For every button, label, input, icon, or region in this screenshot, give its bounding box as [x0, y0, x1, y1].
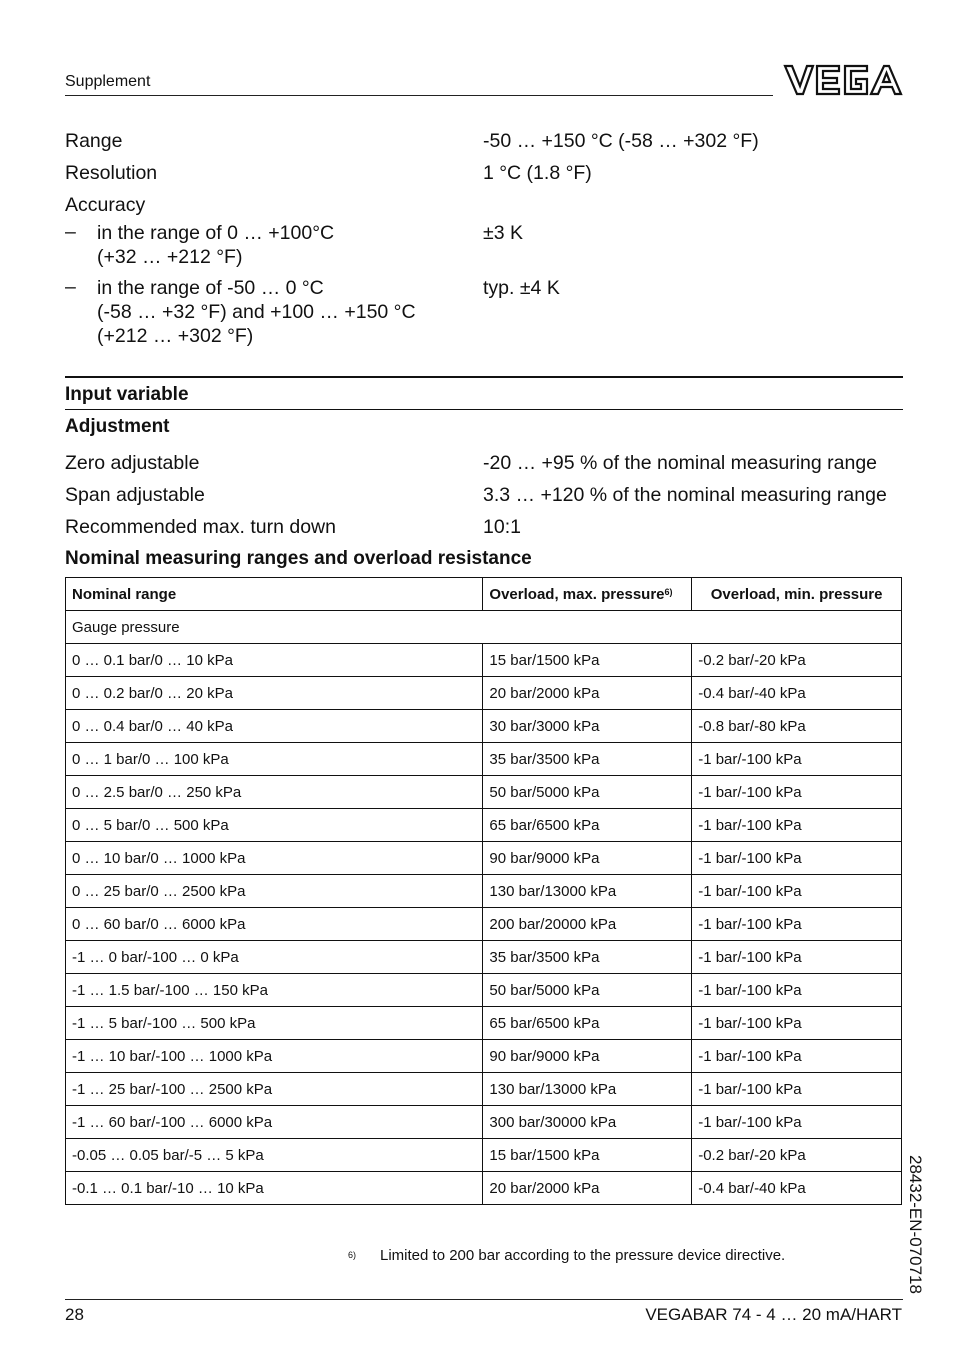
span-value: 3.3 … +120 % of the nominal measuring range	[483, 484, 887, 506]
cell-overload-min: -1 bar/-100 kPa	[692, 1007, 902, 1040]
accuracy-range-2: in the range of -50 … 0 °C (-58 … +32 °F) and +100 … +150 °C (+212 … +302 °F)	[97, 277, 416, 347]
cell-overload-min: -1 bar/-100 kPa	[692, 875, 902, 908]
table-row	[66, 1007, 902, 1040]
cell-overload-max: 65 bar/6500 kPa	[483, 809, 692, 842]
cell-overload-max: 30 bar/3000 kPa	[483, 710, 692, 743]
table-row	[66, 1073, 902, 1106]
table-row	[66, 644, 902, 677]
cell-overload-max: 35 bar/3500 kPa	[483, 743, 692, 776]
resolution-label: Resolution	[65, 162, 158, 184]
table-row	[66, 875, 902, 908]
group-label: Gauge pressure	[66, 611, 902, 644]
vega-logo	[783, 62, 903, 98]
product-name: VEGABAR 74 - 4 … 20 mA/HART	[645, 1305, 902, 1324]
table-row	[66, 842, 902, 875]
adjustment-heading: Adjustment	[65, 416, 170, 437]
cell-nominal-range: 0 … 0.2 bar/0 … 20 kPa	[66, 677, 483, 710]
table-row	[66, 809, 902, 842]
cell-nominal-range: -1 … 10 bar/-100 … 1000 kPa	[66, 1040, 483, 1073]
table-row	[66, 1139, 902, 1172]
table-row	[66, 743, 902, 776]
cell-overload-min: -1 bar/-100 kPa	[692, 809, 902, 842]
cell-overload-min: -1 bar/-100 kPa	[692, 941, 902, 974]
table-row	[66, 677, 902, 710]
table-row	[66, 1040, 902, 1073]
input-variable-heading: Input variable	[65, 384, 189, 405]
cell-overload-min: -1 bar/-100 kPa	[692, 908, 902, 941]
cell-overload-min: -0.4 bar/-40 kPa	[692, 677, 902, 710]
cell-overload-max: 300 bar/30000 kPa	[483, 1106, 692, 1139]
table-row	[66, 1106, 902, 1139]
cell-nominal-range: -1 … 1.5 bar/-100 … 150 kPa	[66, 974, 483, 1007]
turndown-value: 10:1	[483, 516, 521, 538]
page-number: 28	[65, 1305, 84, 1324]
cell-nominal-range: 0 … 0.4 bar/0 … 40 kPa	[66, 710, 483, 743]
accuracy-label: Accuracy	[65, 194, 146, 216]
cell-nominal-range: 0 … 2.5 bar/0 … 250 kPa	[66, 776, 483, 809]
cell-overload-max: 65 bar/6500 kPa	[483, 1007, 692, 1040]
table-row	[66, 776, 902, 809]
table-row	[66, 1172, 902, 1205]
cell-overload-min: -0.2 bar/-20 kPa	[692, 644, 902, 677]
cell-overload-min: -1 bar/-100 kPa	[692, 974, 902, 1007]
cell-overload-min: -0.4 bar/-40 kPa	[692, 1172, 902, 1205]
zero-value: -20 … +95 % of the nominal measuring range	[483, 452, 878, 474]
cell-overload-max: 35 bar/3500 kPa	[483, 941, 692, 974]
section-title: Supplement	[65, 73, 151, 90]
header-nominal-range	[66, 578, 483, 611]
cell-overload-min: -0.2 bar/-20 kPa	[692, 1139, 902, 1172]
bullet-dash: –	[65, 276, 76, 298]
span-label: Span adjustable	[65, 484, 205, 506]
cell-overload-max: 200 bar/20000 kPa	[483, 908, 692, 941]
cell-nominal-range: -1 … 5 bar/-100 … 500 kPa	[66, 1007, 483, 1040]
cell-nominal-range: 0 … 5 bar/0 … 500 kPa	[66, 809, 483, 842]
cell-overload-min: -1 bar/-100 kPa	[692, 1073, 902, 1106]
cell-nominal-range: 0 … 25 bar/0 … 2500 kPa	[66, 875, 483, 908]
cell-nominal-range: 0 … 0.1 bar/0 … 10 kPa	[66, 644, 483, 677]
cell-overload-min: -1 bar/-100 kPa	[692, 1106, 902, 1139]
header-label: Nominal range	[72, 585, 177, 603]
table-heading: Nominal measuring ranges and overload resistance	[65, 548, 532, 569]
cell-overload-min: -1 bar/-100 kPa	[692, 776, 902, 809]
measuring-ranges-table	[65, 577, 902, 1205]
accuracy-value-2: typ. ±4 K	[483, 277, 560, 299]
cell-overload-max: 130 bar/13000 kPa	[483, 1073, 692, 1106]
cell-overload-max: 90 bar/9000 kPa	[483, 1040, 692, 1073]
footnote-mark: 6)	[348, 1250, 357, 1260]
header-label: Overload, max. pressure	[489, 585, 665, 603]
turndown-label: Recommended max. turn down	[65, 516, 336, 538]
header-label: Overload, min. pressure	[710, 585, 883, 603]
header-rule	[65, 95, 773, 96]
cell-overload-max: 20 bar/2000 kPa	[483, 677, 692, 710]
section-rule	[65, 409, 903, 410]
section-rule	[65, 376, 903, 378]
table-row	[66, 710, 902, 743]
resolution-value: 1 °C (1.8 °F)	[483, 162, 592, 184]
cell-nominal-range: -1 … 25 bar/-100 … 2500 kPa	[66, 1073, 483, 1106]
table-row	[66, 941, 902, 974]
cell-nominal-range: 0 … 10 bar/0 … 1000 kPa	[66, 842, 483, 875]
accuracy-value-1: ±3 K	[483, 222, 523, 244]
range-value: -50 … +150 °C (-58 … +302 °F)	[483, 130, 759, 152]
footer-rule	[65, 1299, 903, 1300]
table-header-row	[66, 578, 902, 611]
footnote-ref: 6)	[664, 586, 673, 597]
cell-nominal-range: -1 … 0 bar/-100 … 0 kPa	[66, 941, 483, 974]
cell-overload-max: 20 bar/2000 kPa	[483, 1172, 692, 1205]
group-row	[66, 611, 902, 644]
cell-overload-max: 50 bar/5000 kPa	[483, 776, 692, 809]
cell-nominal-range: -1 … 60 bar/-100 … 6000 kPa	[66, 1106, 483, 1139]
accuracy-range-1: in the range of 0 … +100°C (+32 … +212 °F)	[97, 222, 335, 268]
cell-overload-min: -1 bar/-100 kPa	[692, 743, 902, 776]
cell-nominal-range: 0 … 1 bar/0 … 100 kPa	[66, 743, 483, 776]
document-number: 28432-EN-070718	[906, 1155, 925, 1294]
cell-overload-max: 15 bar/1500 kPa	[483, 1139, 692, 1172]
cell-overload-max: 130 bar/13000 kPa	[483, 875, 692, 908]
cell-nominal-range: -0.1 … 0.1 bar/-10 … 10 kPa	[66, 1172, 483, 1205]
table-row	[66, 974, 902, 1007]
table-row	[66, 908, 902, 941]
header-overload-max	[483, 578, 692, 611]
cell-overload-max: 50 bar/5000 kPa	[483, 974, 692, 1007]
cell-overload-min: -1 bar/-100 kPa	[692, 842, 902, 875]
cell-nominal-range: -0.05 … 0.05 bar/-5 … 5 kPa	[66, 1139, 483, 1172]
cell-overload-min: -1 bar/-100 kPa	[692, 1040, 902, 1073]
cell-overload-min: -0.8 bar/-80 kPa	[692, 710, 902, 743]
range-label: Range	[65, 130, 123, 152]
footnote-text: Limited to 200 bar according to the pressure device directive.	[380, 1247, 786, 1264]
zero-label: Zero adjustable	[65, 452, 200, 474]
cell-overload-max: 90 bar/9000 kPa	[483, 842, 692, 875]
bullet-dash: –	[65, 221, 76, 243]
cell-nominal-range: 0 … 60 bar/0 … 6000 kPa	[66, 908, 483, 941]
cell-overload-max: 15 bar/1500 kPa	[483, 644, 692, 677]
header-overload-min	[692, 578, 902, 611]
